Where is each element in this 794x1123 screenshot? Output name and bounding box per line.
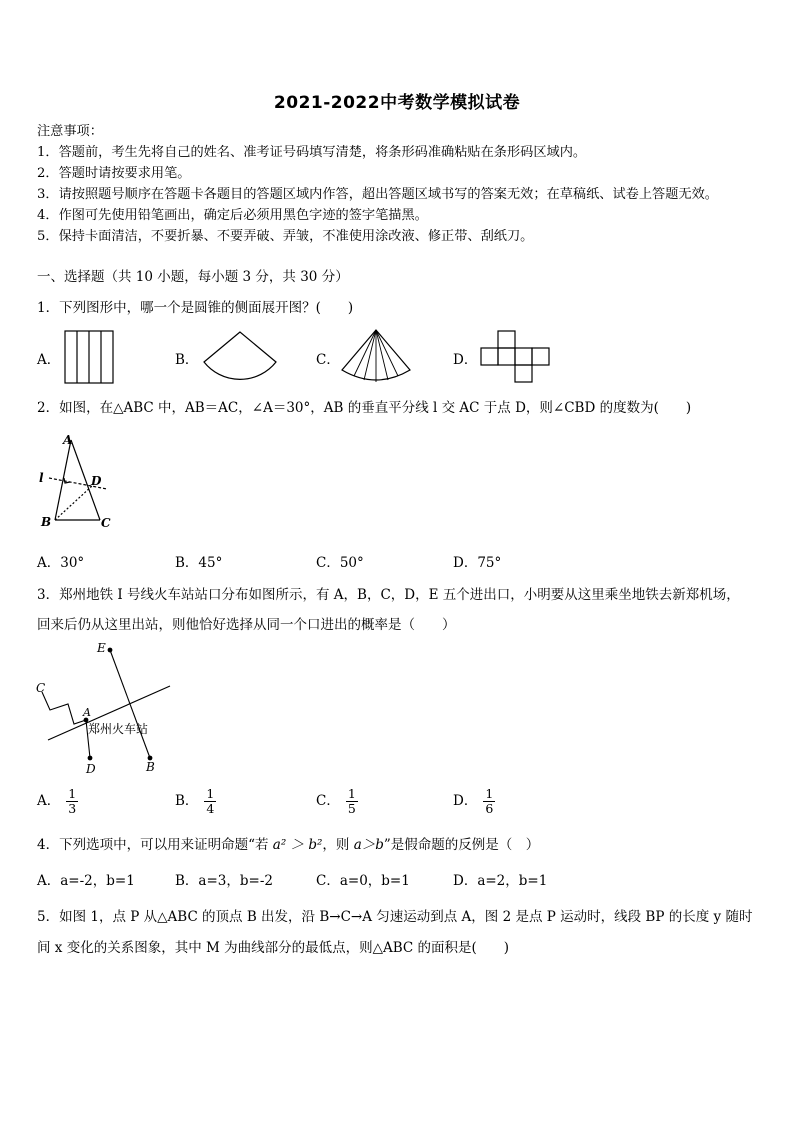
q2-triangle-figure <box>37 432 127 532</box>
notice-item-2: 2．答题时请按要求用笔。 <box>37 166 191 181</box>
q4-option-a: A．a=-2，b=1 <box>37 873 135 889</box>
q3-option-c-fraction: $\frac{1}{5}$ <box>347 786 356 816</box>
q3-option-b <box>175 787 216 816</box>
question-1-text: 1．下列图形中，哪一个是圆锥的侧面展开图？( ) <box>37 300 354 316</box>
q4-expression-1: a² ＞ b² <box>272 837 323 853</box>
q2-label-b: B <box>41 515 52 529</box>
q1-option-a-figure <box>64 330 114 384</box>
question-5-text-line1: 5．如图 1，点 P 从△ABC 的顶点 B 出发，沿 B→C→A 匀速运动到点 A，图 2 是点 P 运动时，线段 BP 的长度 y 随时 <box>37 909 753 925</box>
q2-option-a: A．30° <box>37 555 85 571</box>
question-5-text-line2: 间 x 变化的关系图象，其中 M 为曲线部分的最低点，则△ABC 的面积是( ) <box>37 940 510 956</box>
q4-option-c: C．a=0，b=1 <box>316 873 410 889</box>
q3-option-b-fraction: $\frac{1}{4}$ <box>206 786 215 816</box>
q1-option-c-label: C． <box>316 352 340 368</box>
notice-item-4: 4．作图可先使用铅笔画出，确定后必须用黑色字迹的签字笔描黑。 <box>37 208 428 223</box>
q2-label-l: l <box>39 471 44 485</box>
q2-label-a: A <box>63 433 73 447</box>
q3-label-d: D <box>86 762 96 776</box>
page-title: 2021-2022中考数学模拟试卷 <box>273 93 521 113</box>
q1-option-b-figure <box>200 330 280 386</box>
q3-option-c <box>316 787 358 816</box>
notice-item-3: 3．请按照题号顺序在答题卡各题目的答题区域内作答，超出答题区域书写的答案无效；在草稿纸、试卷上答题无效。 <box>37 187 718 202</box>
q3-station-label: 郑州火车站 <box>88 722 149 736</box>
q3-option-d-fraction: $\frac{1}{6}$ <box>485 786 494 816</box>
q1-option-d-label: D． <box>453 352 478 368</box>
q3-label-a: A <box>83 706 91 719</box>
q1-option-d-figure <box>480 329 552 385</box>
notice-item-5: 5．保持卡面清洁，不要折暴、不要弄破、弄皱，不准使用涂改液、修正带、刮纸刀。 <box>37 229 534 244</box>
q3-label-b: B <box>146 760 155 774</box>
q3-option-b-label: B． <box>175 793 199 809</box>
q3-option-d-label: D． <box>453 793 478 809</box>
q4-expression-2: a＞b <box>353 837 384 853</box>
q4-option-b: B．a=3，b=-2 <box>175 873 273 889</box>
question-3-text-line1: 3．郑州地铁 I 号线火车站站口分布如图所示，有 A，B，C，D，E 五个进出口，小明要从这里乘坐地铁去新郑机场， <box>37 587 740 603</box>
q2-label-d: D <box>91 474 102 488</box>
question-2-text: 2．如图，在△ABC 中，AB＝AC，∠A＝30°，AB 的垂直平分线 l 交 AC 于点 D，则∠CBD 的度数为( ) <box>37 400 692 416</box>
q3-option-c-label: C． <box>316 793 340 809</box>
q3-option-a <box>37 787 78 816</box>
section-heading: 一、选择题（共 10 小题，每小题 3 分，共 30 分） <box>37 269 349 285</box>
notice-heading: 注意事项： <box>37 124 103 139</box>
q1-option-a-label: A． <box>37 352 61 368</box>
q2-label-c: C <box>101 516 111 530</box>
q2-option-c: C．50° <box>316 555 364 571</box>
q3-option-d <box>453 787 495 816</box>
q3-station-figure <box>34 640 176 778</box>
q3-label-c: C <box>36 681 46 695</box>
question-3-text-line2: 回来后仍从这里出站，则他恰好选择从同一个口进出的概率是（ ） <box>37 617 456 633</box>
q3-option-a-fraction: $\frac{1}{3}$ <box>68 786 77 816</box>
question-4-text: 4．下列选项中，可以用来证明命题“若 a² ＞ b²，则 a＞b”是假命题的反例是（ ） <box>37 837 540 853</box>
q4-option-d: D．a=2，b=1 <box>453 873 548 889</box>
notice-item-1: 1．答题前，考生先将自己的姓名、准考证号码填写清楚，将条形码准确粘贴在条形码区域内。 <box>37 145 587 160</box>
q3-option-a-label: A． <box>37 793 61 809</box>
q1-option-b-label: B． <box>175 352 199 368</box>
q3-label-e: E <box>97 641 106 655</box>
q2-option-b: B．45° <box>175 555 223 571</box>
q1-option-c-figure <box>340 328 412 386</box>
q2-option-d: D．75° <box>453 555 502 571</box>
